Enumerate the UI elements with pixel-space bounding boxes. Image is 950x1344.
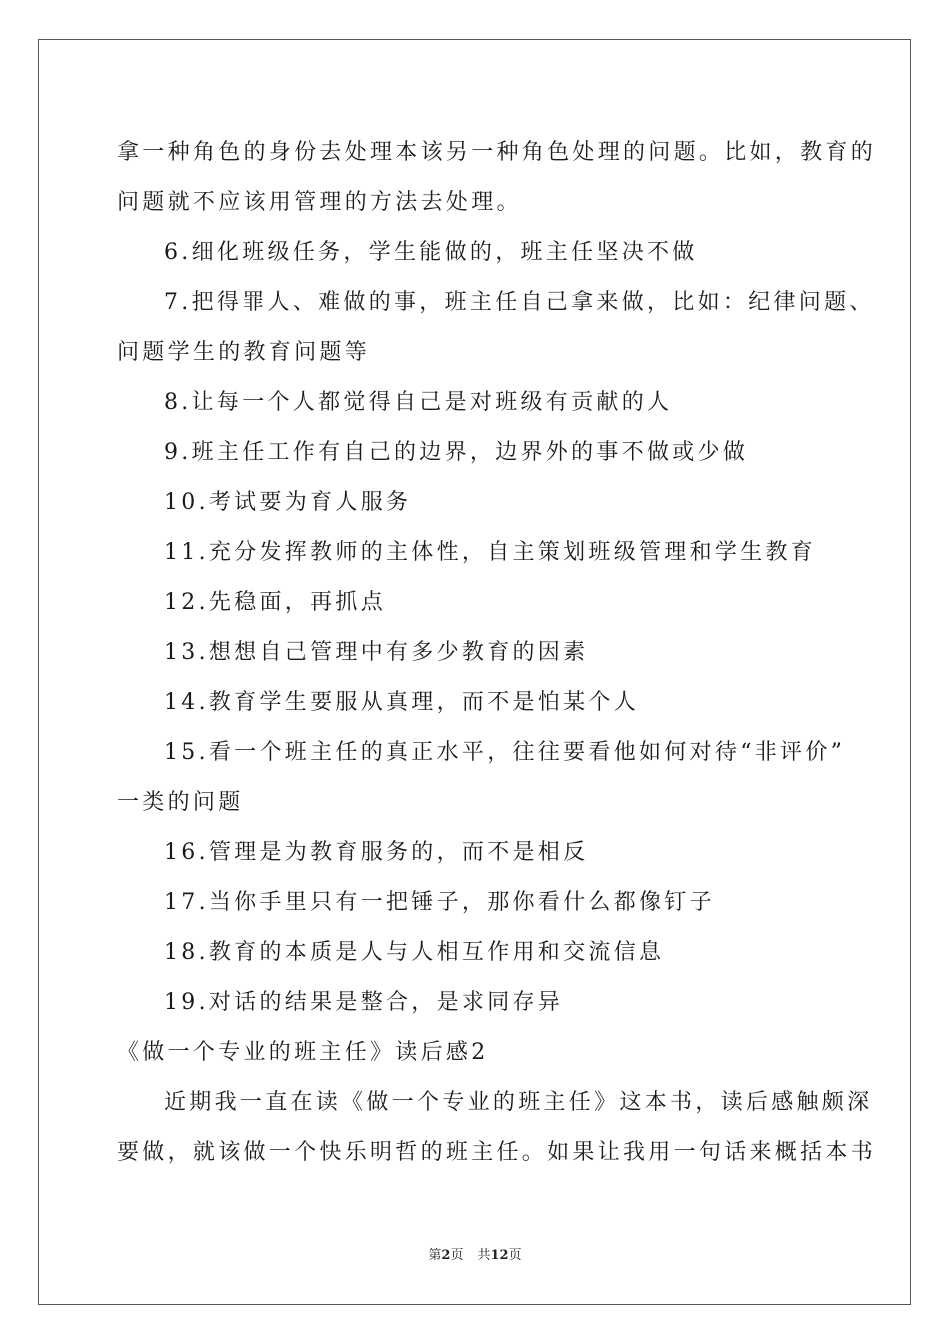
text-line: 15.看一个班主任的真正水平，往往要看他如何对待“非评价” bbox=[164, 740, 846, 765]
text-line: 一类的问题 bbox=[117, 790, 244, 815]
text-line: 拿一种角色的身份去处理本该另一种角色处理的问题。比如，教育的 bbox=[117, 140, 877, 165]
text-line: 19.对话的结果是整合，是求同存异 bbox=[164, 990, 564, 1015]
text-line: 《做一个专业的班主任》读后感2 bbox=[117, 1040, 489, 1065]
text-line: 12.先稳面，再抓点 bbox=[164, 590, 386, 615]
text-line: 问题学生的教育问题等 bbox=[117, 340, 371, 365]
text-line: 17.当你手里只有一把锤子，那你看什么都像钉子 bbox=[164, 890, 715, 915]
current-page-number: 2 bbox=[441, 1248, 451, 1263]
text-line: 近期我一直在读《做一个专业的班主任》这本书，读后感触颇深 bbox=[164, 1090, 873, 1115]
text-line: 18.教育的本质是人与人相互作用和交流信息 bbox=[164, 940, 665, 965]
text-line: 要做，就该做一个快乐明哲的班主任。如果让我用一句话来概括本书 bbox=[117, 1140, 877, 1165]
text-line: 6.细化班级任务，学生能做的，班主任坚决不做 bbox=[164, 240, 698, 265]
page-label-prefix: 第 bbox=[428, 1248, 442, 1263]
text-line: 10.考试要为育人服务 bbox=[164, 490, 412, 515]
page-label-suffix: 页 bbox=[450, 1248, 464, 1263]
text-line: 8.让每一个人都觉得自己是对班级有贡献的人 bbox=[164, 390, 673, 415]
text-line: 14.教育学生要服从真理，而不是怕某个人 bbox=[164, 690, 639, 715]
total-page-number: 12 bbox=[490, 1248, 509, 1263]
text-line: 7.把得罪人、难做的事，班主任自己拿来做，比如：纪律问题、 bbox=[164, 290, 875, 315]
text-line: 13.想想自己管理中有多少教育的因素 bbox=[164, 640, 589, 665]
text-line: 问题就不应该用管理的方法去处理。 bbox=[117, 190, 522, 215]
text-line: 11.充分发挥教师的主体性，自主策划班级管理和学生教育 bbox=[164, 540, 817, 565]
total-label-prefix: 共 bbox=[477, 1248, 491, 1263]
page-footer bbox=[0, 1247, 950, 1265]
total-label-suffix: 页 bbox=[508, 1248, 522, 1263]
text-line: 9.班主任工作有自己的边界，边界外的事不做或少做 bbox=[164, 440, 749, 465]
document-body bbox=[117, 128, 877, 1178]
text-line: 16.管理是为教育服务的，而不是相反 bbox=[164, 840, 589, 865]
